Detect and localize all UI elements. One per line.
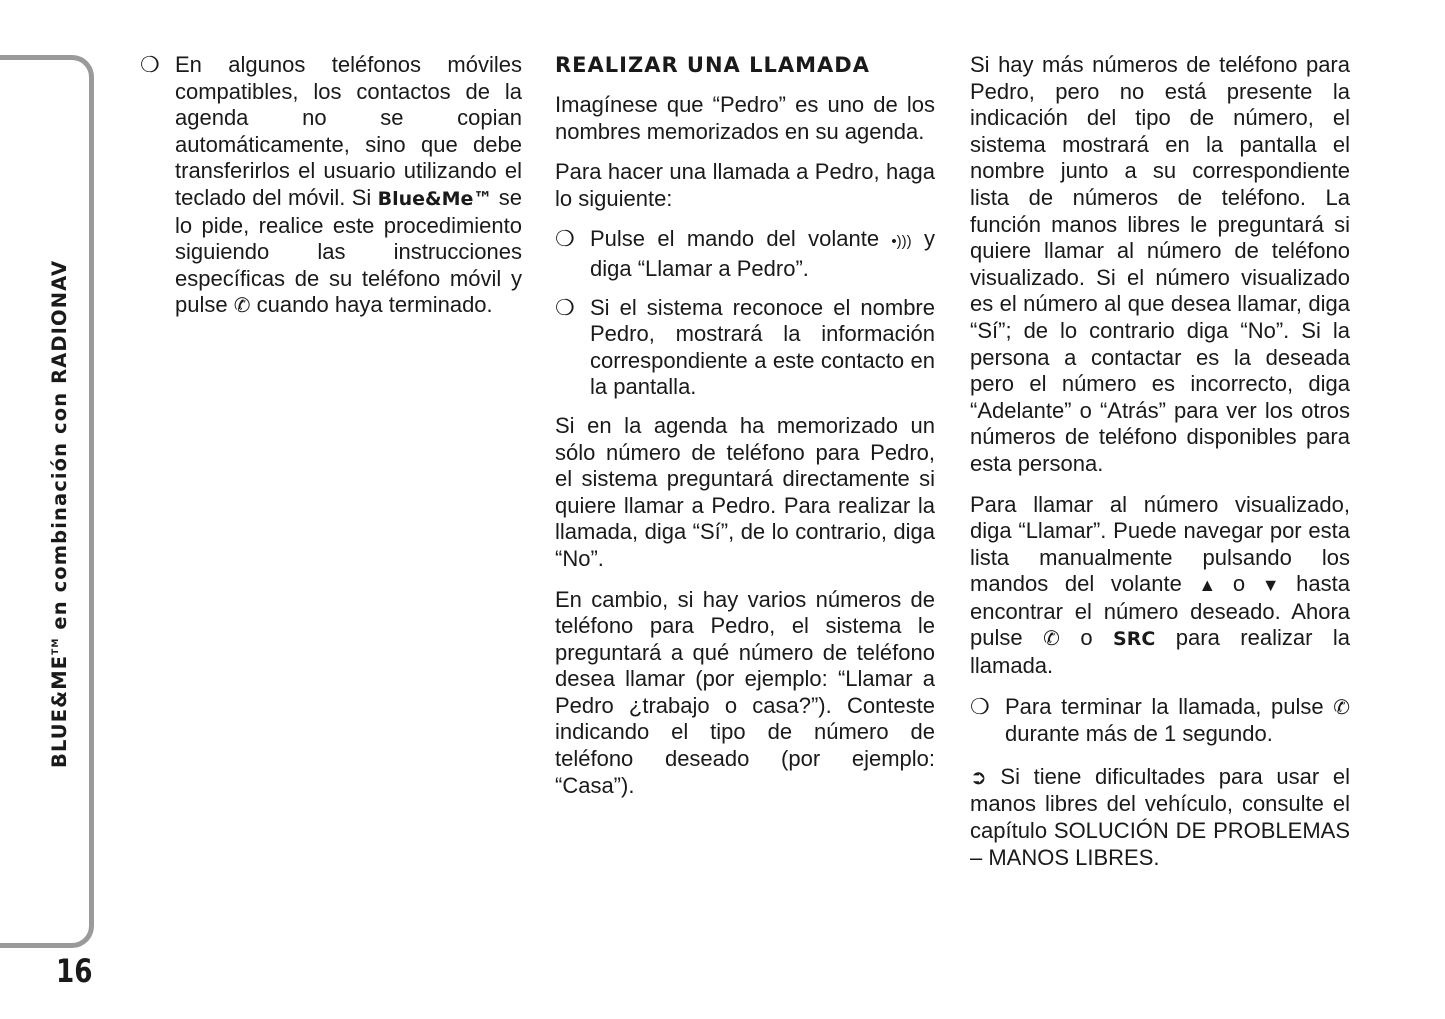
paragraph: Para hacer una llamada a Pedro, haga lo siguiente: (555, 159, 935, 211)
bullet-text: Si el sistema reconoce el nombre Pedro, mostrará la información correspondiente a este contacto en la pantalla. (590, 294, 935, 400)
bullet-text: durante más de 1 segundo. (1005, 721, 1273, 747)
phone-icon: ✆ (1043, 628, 1060, 651)
page-number: 16 (56, 952, 93, 990)
bullet-text: Pulse el mando del volante (590, 226, 892, 252)
phone-icon: ✆ (233, 295, 251, 318)
bullet-item (970, 694, 1350, 748)
para-text: para realizar la llamada. (970, 625, 1350, 679)
side-title-brand: BLUE&ME (48, 654, 71, 768)
para-text: Para llamar al número visualizado, diga “Llamar”. Puede navegar por esta lista manualmente pulsando los mandos del volante (970, 491, 1350, 597)
column-1 (140, 52, 522, 332)
paragraph: Si en la agenda ha memorizado un sólo número de teléfono para Pedro, el sistema preguntará directamente si quiere llamar a Pedro. Para realizar la llamada, diga “Sí”, de lo contrario, diga “No”. (555, 412, 935, 571)
src-button-label: SRC (1113, 628, 1156, 651)
bullet-item (555, 226, 935, 282)
bullet-circle-icon: ❍ (140, 52, 160, 77)
bullet-circle-icon: ❍ (970, 693, 990, 719)
para-text: o (1216, 571, 1262, 597)
bullet-circle-icon: ❍ (555, 294, 575, 320)
para-text: o (1059, 625, 1114, 651)
section-heading: REALIZAR UNA LLAMADA (555, 53, 870, 77)
bullet-text: y diga “Llamar a Pedro”. (590, 226, 935, 281)
bullet-text: Para terminar la llamada, pulse (1005, 693, 1334, 719)
side-title-rest: en combinación con RADIONAV (48, 259, 71, 638)
bullet-text: En algunos teléfonos móviles compatibles, los contactos de la agenda no se copian automáticamente, sino que debe transferirlos el usuario utilizando el teclado del móvil. Si (175, 52, 522, 210)
bullet-text: cuando haya terminado. (250, 292, 493, 318)
note-paragraph (970, 764, 1350, 871)
bullet-item (140, 52, 522, 320)
paragraph: Imagínese que “Pedro” es uno de los nombres memorizados en su agenda. (555, 92, 935, 144)
paragraph: Si hay más números de teléfono para Pedro, pero no está presente la indicación del tipo de número, el sistema mostrará en la pantalla el nombre junto a su correspondiente lista de números de teléfono. La función manos libres le preguntará si quiere llamar al número de teléfono visualizado. Si el número visualizado es el número al que desea llamar, diga “Sí”; de lo contrario diga “No”. Si la persona a contactar es la deseada pero el número es incorrecto, diga “Adelante” o “Atrás” para ver los otros números de teléfono disponibles para esta persona. (970, 52, 1350, 476)
column-2 (555, 52, 935, 813)
arrow-down-icon: ▼ (1261, 575, 1280, 596)
arrow-up-icon: ▲ (1198, 575, 1217, 596)
bullet-item (555, 295, 935, 401)
side-title-tm: TM (51, 637, 61, 655)
arrow-note-icon: ➲ (970, 766, 987, 789)
bullet-text: se lo pide, realice este procedimiento siguiendo las instrucciones específicas de su teléfono móvil y pulse (175, 184, 522, 318)
brand-bold: Blue&Me™ (377, 187, 493, 210)
bullet-circle-icon: ❍ (555, 226, 575, 252)
page-border-frame (0, 55, 94, 948)
note-text: Si tiene dificultades para usar el manos libres del vehículo, consulte el capítulo SOLUCIÓN DE PROBLEMAS – MANOS LIBRES. (970, 763, 1350, 870)
column-3 (970, 52, 1350, 885)
voice-command-icon: •))) (891, 233, 912, 251)
paragraph: En cambio, si hay varios números de teléfono para Pedro, el sistema le preguntará a qué número de teléfono desea llamar (por ejemplo: “Llamar a Pedro ¿trabajo o casa?”). Conteste indicando el tipo de número de teléfono deseado (por ejemplo: “Casa”). (555, 586, 935, 798)
phone-icon: ✆ (1333, 696, 1350, 719)
para-text: hasta encontrar el número deseado. Ahora pulse (970, 571, 1350, 651)
section-side-title (48, 260, 71, 768)
paragraph (970, 492, 1350, 680)
